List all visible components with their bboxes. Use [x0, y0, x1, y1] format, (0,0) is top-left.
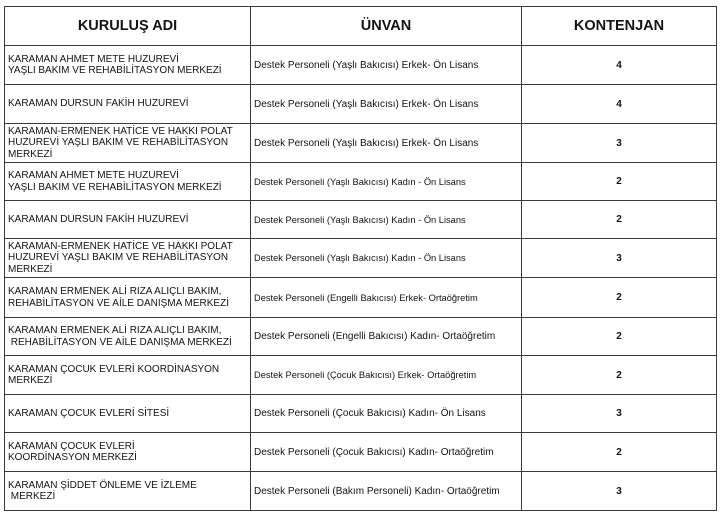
quota-table [4, 6, 717, 511]
table-row [5, 124, 717, 163]
title-cell: Destek Personeli (Yaşlı Bakıcısı) Kadın - Ön Lisans [251, 163, 522, 201]
institution-cell: KARAMAN DURSUN FAKİH HUZUREVİ [5, 85, 251, 124]
table-row [5, 395, 717, 433]
title-cell: Destek Personeli (Çocuk Bakıcısı) Kadın- Ortaöğretim [251, 433, 522, 472]
quota-cell: 2 [522, 201, 717, 239]
table-row [5, 433, 717, 472]
quota-cell: 4 [522, 85, 717, 124]
institution-cell: KARAMAN ERMENEK ALİ RIZA ALIÇLI BAKIM, REHABİLİTASYON VE AİLE DANIŞMA MERKEZİ [5, 278, 251, 318]
quota-cell: 2 [522, 318, 717, 356]
quota-cell: 3 [522, 395, 717, 433]
title-cell: Destek Personeli (Engelli Bakıcısı) Erkek- Ortaöğretim [251, 278, 522, 318]
table-row [5, 163, 717, 201]
quota-cell: 3 [522, 472, 717, 511]
title-cell: Destek Personeli (Yaşlı Bakıcısı) Kadın - Ön Lisans [251, 201, 522, 239]
title-cell: Destek Personeli (Yaşlı Bakıcısı) Kadın - Ön Lisans [251, 239, 522, 278]
title-cell: Destek Personeli (Çocuk Bakıcısı) Erkek- Ortaöğretim [251, 356, 522, 395]
institution-cell: KARAMAN AHMET METE HUZUREVİ YAŞLI BAKIM VE REHABİLİTASYON MERKEZİ [5, 46, 251, 85]
title-cell: Destek Personeli (Yaşlı Bakıcısı) Erkek- Ön Lisans [251, 124, 522, 163]
table-row [5, 472, 717, 511]
institution-cell: KARAMAN-ERMENEK HATİCE VE HAKKI POLAT HUZUREVİ YAŞLI BAKIM VE REHABİLİTASYON MERKEZİ [5, 124, 251, 163]
quota-cell: 2 [522, 433, 717, 472]
quota-cell: 3 [522, 124, 717, 163]
table-row [5, 239, 717, 278]
institution-cell: KARAMAN ŞİDDET ÖNLEME VE İZLEME MERKEZİ [5, 472, 251, 511]
quota-cell: 2 [522, 278, 717, 318]
institution-cell: KARAMAN-ERMENEK HATİCE VE HAKKI POLAT HUZUREVİ YAŞLI BAKIM VE REHABİLİTASYON MERKEZİ [5, 239, 251, 278]
quota-cell: 4 [522, 46, 717, 85]
header-title: ÜNVAN [251, 7, 522, 46]
header-institution: KURULUŞ ADI [5, 7, 251, 46]
institution-cell: KARAMAN ÇOCUK EVLERİ SİTESİ [5, 395, 251, 433]
institution-cell: KARAMAN DURSUN FAKİH HUZUREVİ [5, 201, 251, 239]
quota-cell: 3 [522, 239, 717, 278]
institution-cell: KARAMAN AHMET METE HUZUREVİ YAŞLI BAKIM VE REHABİLİTASYON MERKEZİ [5, 163, 251, 201]
table-row [5, 278, 717, 318]
table-row [5, 201, 717, 239]
title-cell: Destek Personeli (Yaşlı Bakıcısı) Erkek- Ön Lisans [251, 85, 522, 124]
table-header [5, 7, 717, 46]
title-cell: Destek Personeli (Engelli Bakıcısı) Kadın- Ortaöğretim [251, 318, 522, 356]
title-cell: Destek Personeli (Bakım Personeli) Kadın- Ortaöğretim [251, 472, 522, 511]
header-row [5, 7, 717, 46]
table-row [5, 318, 717, 356]
quota-cell: 2 [522, 356, 717, 395]
title-cell: Destek Personeli (Çocuk Bakıcısı) Kadın- Ön Lisans [251, 395, 522, 433]
institution-cell: KARAMAN ÇOCUK EVLERİ KOORDİNASYON MERKEZİ [5, 356, 251, 395]
institution-cell: KARAMAN ÇOCUK EVLERİ KOORDİNASYON MERKEZİ [5, 433, 251, 472]
table-body [5, 46, 717, 511]
table-row [5, 356, 717, 395]
table-row [5, 46, 717, 85]
quota-cell: 2 [522, 163, 717, 201]
title-cell: Destek Personeli (Yaşlı Bakıcısı) Erkek- Ön Lisans [251, 46, 522, 85]
table-row [5, 85, 717, 124]
header-quota: KONTENJAN [522, 7, 717, 46]
institution-cell: KARAMAN ERMENEK ALİ RIZA ALIÇLI BAKIM, REHABİLİTASYON VE AİLE DANIŞMA MERKEZİ [5, 318, 251, 356]
